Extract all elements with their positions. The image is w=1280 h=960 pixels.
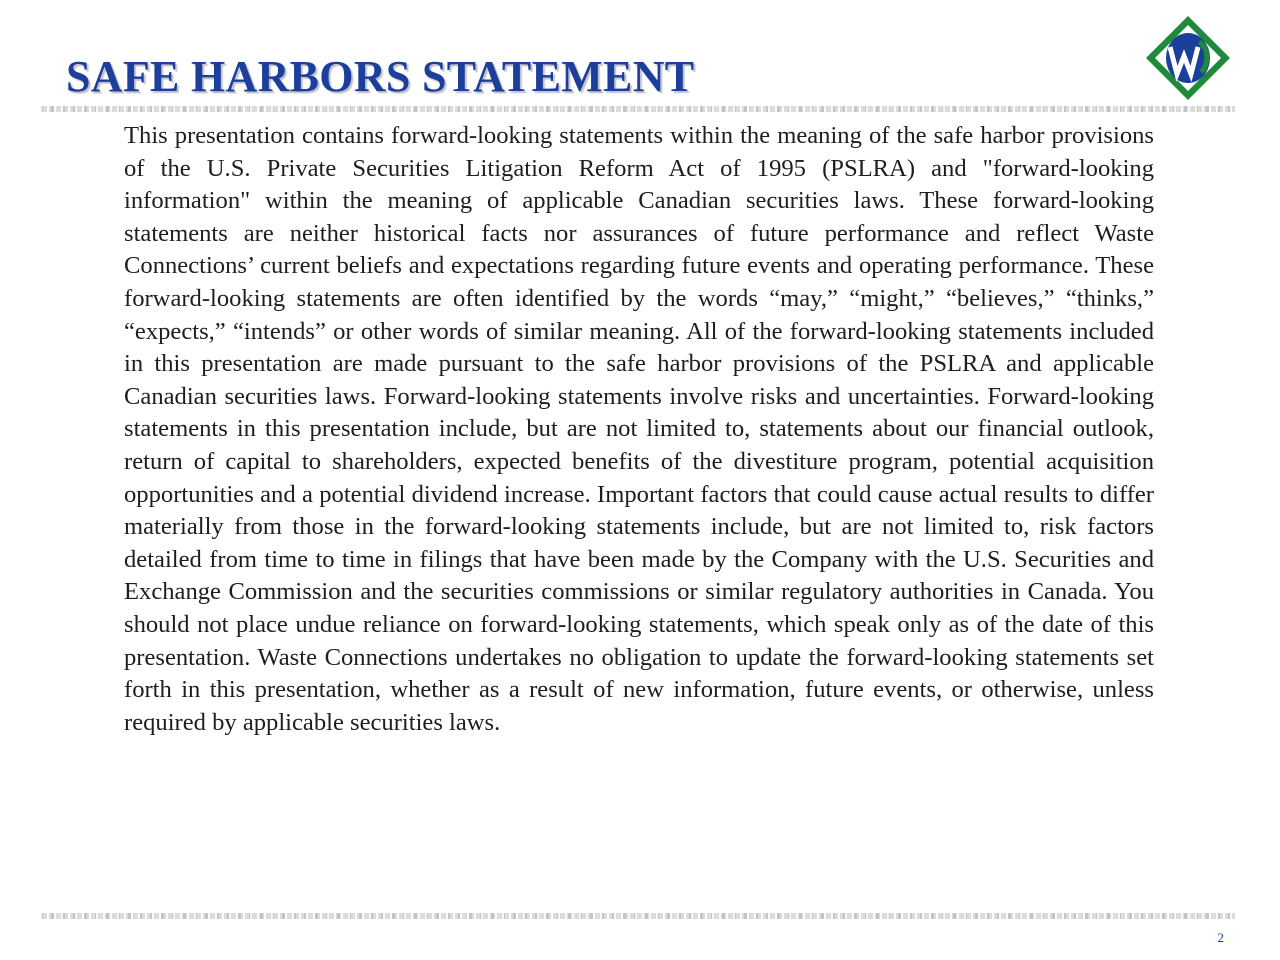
safe-harbor-paragraph: This presentation contains forward-looking statements within the meaning of the safe harbor provisions of the U.S. Private Securities Litigation Reform Act of 1995 (PSLRA) and "forward-looking information" within the meaning of applicable Canadian securities laws. These forward-looking statements are neither historical facts nor assurances of future performance and reflect Waste Connections’ current beliefs and expectations regarding future events and operating performance. These forward-looking statements are often identified by the words “may,” “might,” “believes,” “thinks,” “expects,” “intends” or other words of similar meaning. All of the forward-looking statements included in this presentation are made pursuant to the safe harbor provisions of the PSLRA and applicable Canadian securities laws. Forward-looking statements involve risks and uncertainties. Forward-looking statements in this presentation include, but are not limited to, statements about our financial outlook, return of capital to shareholders, expected benefits of the divestiture program, potential acquisition opportunities and a potential dividend increase. Important factors that could cause actual results to differ materially from those in the forward-looking statements include, but are not limited to, risk factors detailed from time to time in filings that have been made by the Company with the U.S. Securities and Exchange Commission and the securities commissions or similar regulatory authorities in Canada. You should not place undue reliance on forward-looking statements, which speak only as of the date of this presentation. Waste Connections undertakes no obligation to update the forward-looking statements set forth in this presentation, whether as a result of new information, future events, or otherwise, unless required by applicable securities laws. — [124, 122, 1154, 736]
slide-title: SAFE HARBORS STATEMENT — [66, 52, 695, 101]
waste-connections-logo-icon — [1144, 14, 1232, 102]
top-divider — [40, 106, 1235, 112]
page-number: 2 — [1217, 930, 1224, 945]
bottom-divider — [40, 913, 1235, 919]
